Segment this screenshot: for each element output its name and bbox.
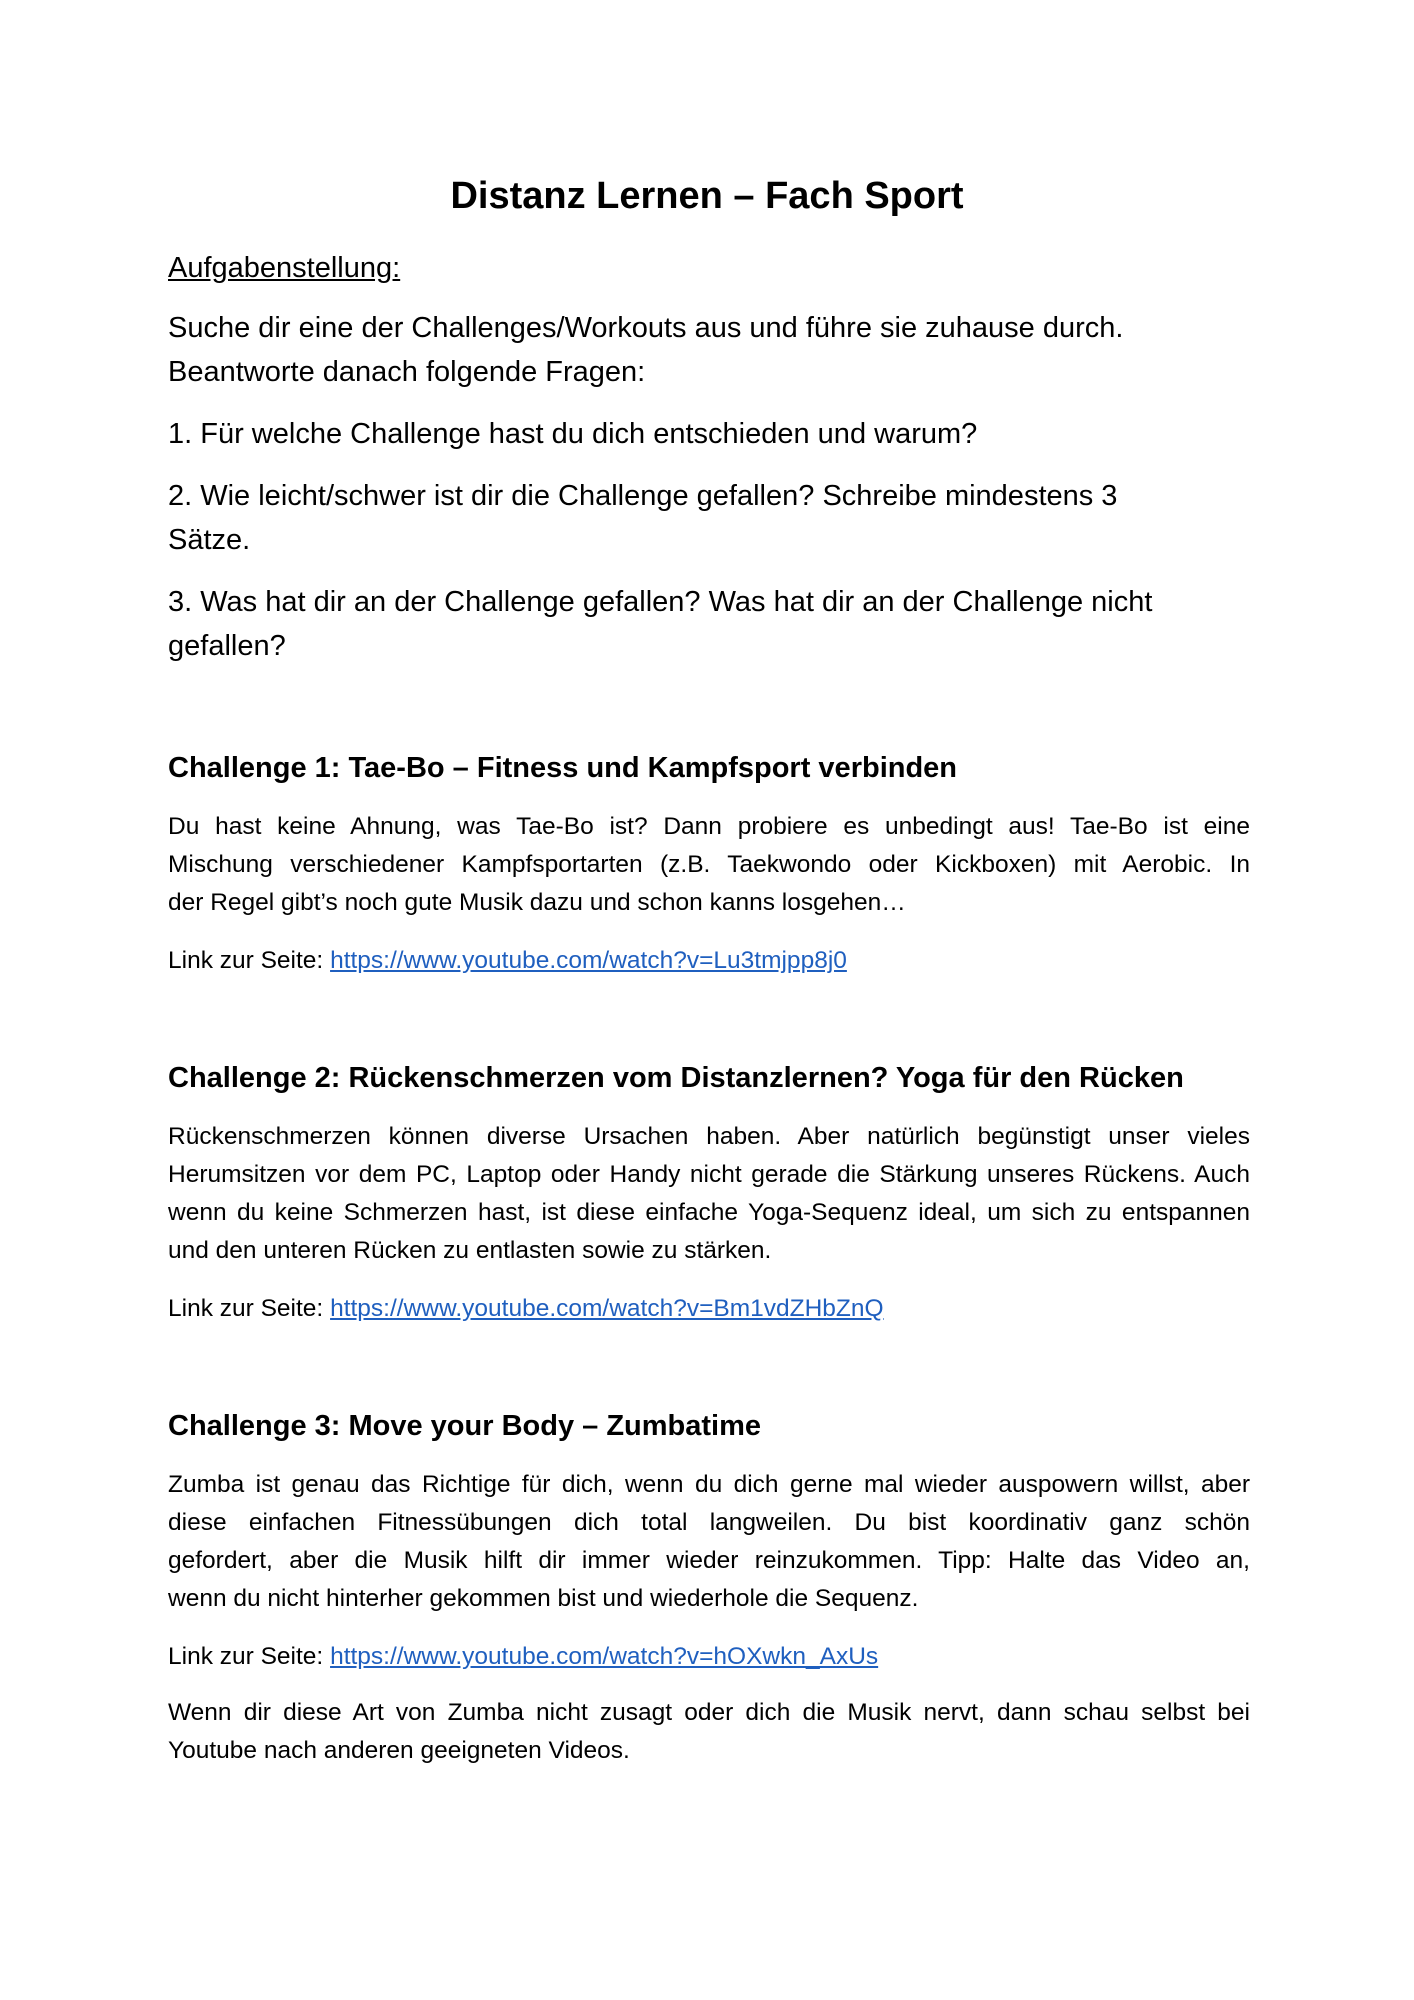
intro-line: Suche dir eine der Challenges/Workouts aus und führe sie zuhause durch. (168, 312, 1124, 344)
question-1 (168, 412, 1228, 456)
paragraph-line: diese einfachen Fitnessübungen dich total langweilen. Du bist koordinativ ganz schön (168, 1509, 1250, 1536)
paragraph-line: Zumba ist genau das Richtige für dich, wenn du dich gerne mal wieder auspowern willst, aber (168, 1471, 1250, 1498)
question-line: gefallen? (168, 630, 286, 662)
task-heading: Aufgabenstellung: (168, 252, 401, 284)
challenge-2-video-link[interactable]: https://www.youtube.com/watch?v=Bm1vdZHbZnQ (330, 1295, 884, 1322)
challenge-3-video-link[interactable]: https://www.youtube.com/watch?v=hOXwkn_AxUs (330, 1643, 879, 1670)
intro-line: Beantworte danach folgende Fragen: (168, 356, 646, 388)
link-label: Link zur Seite: (168, 947, 331, 974)
paragraph-line: und den unteren Rücken zu entlasten sowie zu stärken. (168, 1237, 772, 1264)
question-line: 3. Was hat dir an der Challenge gefallen? Was hat dir an der Challenge nicht (168, 586, 1153, 618)
challenge-3-heading: Challenge 3: Move your Body – Zumbatime (168, 1410, 761, 1442)
question-line: 1. Für welche Challenge hast du dich entschieden und warum? (168, 418, 978, 450)
paragraph-line: Herumsitzen vor dem PC, Laptop oder Handy nicht gerade die Stärkung unseres Rückens. Auch (168, 1161, 1250, 1188)
paragraph-line: gefordert, aber die Musik hilft dir immer wieder reinzukommen. Tipp: Halte das Video an, (168, 1547, 1250, 1574)
paragraph-line: Rückenschmerzen können diverse Ursachen haben. Aber natürlich begünstigt unser vieles (168, 1123, 1250, 1150)
challenge-2-description (168, 1118, 1250, 1270)
intro-text (168, 306, 1228, 394)
challenge-3-link-line (168, 1638, 878, 1676)
question-line: Sätze. (168, 524, 251, 556)
page-title: Distanz Lernen – Fach Sport (450, 175, 964, 217)
challenge-2-heading: Challenge 2: Rückenschmerzen vom Distanzlernen? Yoga für den Rücken (168, 1062, 1184, 1094)
question-3 (168, 580, 1228, 668)
paragraph-line: wenn du keine Schmerzen hast, ist diese einfache Yoga-Sequenz ideal, um sich zu entspannen (168, 1199, 1250, 1226)
paragraph-line: Du hast keine Ahnung, was Tae-Bo ist? Dann probiere es unbedingt aus! Tae-Bo ist eine (168, 813, 1250, 840)
question-2 (168, 474, 1228, 562)
challenge-1-heading: Challenge 1: Tae-Bo – Fitness und Kampfsport verbinden (168, 752, 958, 784)
link-label: Link zur Seite: (168, 1295, 331, 1322)
paragraph-line: wenn du nicht hinterher gekommen bist und wiederhole die Sequenz. (168, 1585, 919, 1612)
paragraph-line: der Regel gibt’s noch gute Musik dazu und schon kanns losgehen… (168, 889, 906, 916)
paragraph-line: Wenn dir diese Art von Zumba nicht zusagt oder dich die Musik nervt, dann schau selbst bei (168, 1699, 1250, 1726)
challenge-3-description (168, 1466, 1250, 1618)
paragraph-line: Mischung verschiedener Kampfsportarten (z.B. Taekwondo oder Kickboxen) mit Aerobic. In (168, 851, 1250, 878)
paragraph-line: Youtube nach anderen geeigneten Videos. (168, 1737, 630, 1764)
link-label: Link zur Seite: (168, 1643, 331, 1670)
challenge-1-description (168, 808, 1250, 922)
challenge-1-video-link[interactable]: https://www.youtube.com/watch?v=Lu3tmjpp8j0 (330, 947, 847, 974)
challenge-3-note (168, 1694, 1250, 1770)
question-line: 2. Wie leicht/schwer ist dir die Challenge gefallen? Schreibe mindestens 3 (168, 480, 1118, 512)
challenge-1-link-line (168, 942, 847, 980)
challenge-2-link-line (168, 1290, 884, 1328)
